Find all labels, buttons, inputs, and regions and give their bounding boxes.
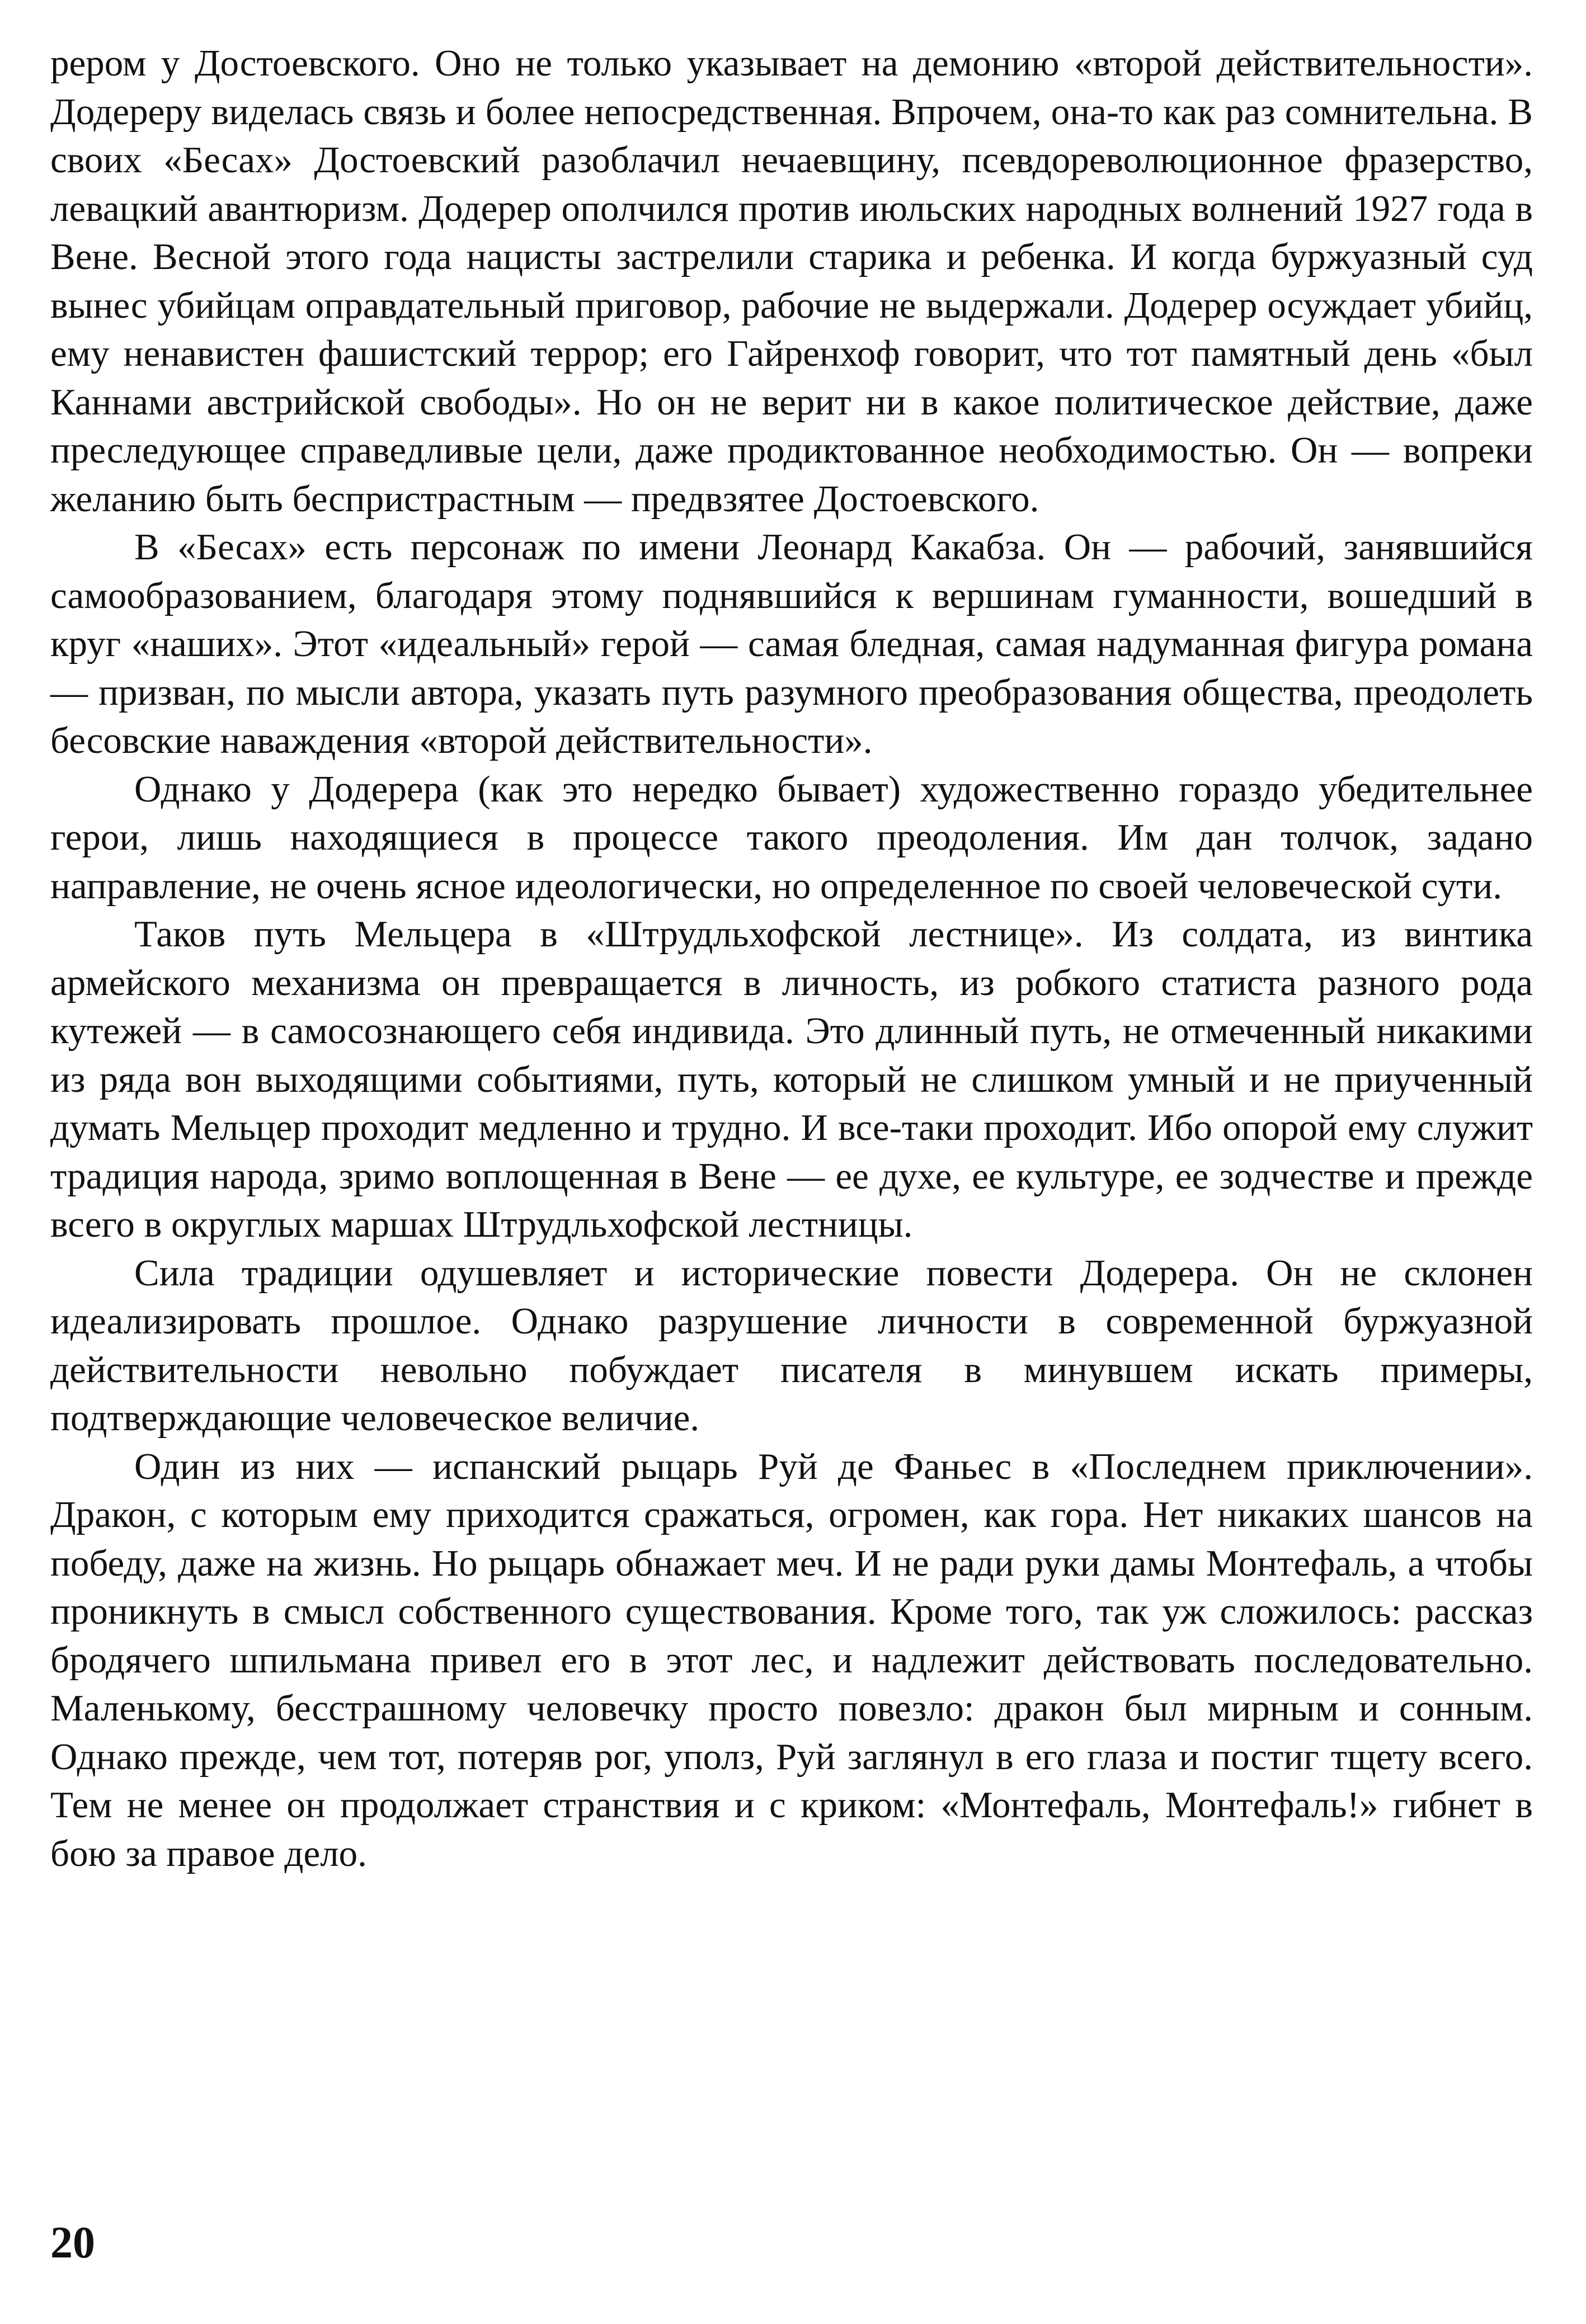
page-number: 20 <box>50 2218 95 2268</box>
paragraph-6: Один из них — испанский рыцарь Руй де Фаньес в «Последнем приключении». Дракон, с которым ему приходится сражаться, огромен, как гора. Нет никаких шансов на победу, даже на жизнь. Но рыцарь обнажает меч. И не ради руки дамы Монтефаль, а чтобы проникнуть в смысл собственного существования. Кроме того, так уж сложилось: рассказ бродячего шпильмана привел его в этот лес, и надлежит действовать последовательно. Маленькому, бесстрашному человечку просто повезло: дракон был мирным и сонным. Однако прежде, чем тот, потеряв рог, уполз, Руй заглянул в его глаза и постиг тщету всего. Тем не менее он продолжает странствия и с криком: «Монтефаль, Монтефаль!» гибнет в бою за правое дело. <box>50 1445 1533 1874</box>
paragraph-2: В «Бесах» есть персонаж по имени Леонард Какабза. Он — рабочий, занявшийся самообразованием, благодаря этому поднявшийся к вершинам гуманности, вошедший в круг «наших». Этот «идеальный» герой — самая бледная, самая надуманная фигура романа — призван, по мысли автора, указать путь разумного преобразования общества, преодолеть бесовские наваждения «второй действительности». <box>50 526 1533 761</box>
paragraph-1: рером у Достоевского. Оно не только указывает на демонию «второй действительности». Додереру виделась связь и более непосредственная. Впрочем, она-то как раз сомнительна. В своих «Бесах» Достоевский разоблачил нечаевщину, псевдореволюционное фразерство, левацкий авантюризм. Додерер ополчился против июльских народных волнений 1927 года в Вене. Весной этого года нацисты застрелили старика и ребенка. И когда буржуазный суд вынес убийцам оправдательный приговор, рабочие не выдержали. Додерер осуждает убийц, ему ненавистен фашистский террор; его Гайренхоф говорит, что тот памятный день «был Каннами австрийской свободы». Но он не верит ни в какое политическое действие, даже преследующее справедливые цели, даже продиктованное необходимостью. Он — вопреки желанию быть беспристрастным — предвзятее Достоевского. <box>50 43 1533 520</box>
page-body <box>50 39 1533 1878</box>
paragraph-3: Однако у Додерера (как это нередко бывает) художественно гораздо убедительнее герои, лишь находящиеся в процессе такого преодоления. Им дан толчок, задано направление, не очень ясное идеологически, но определенное по своей человеческой сути. <box>50 768 1533 907</box>
paragraph-4: Таков путь Мельцера в «Штрудльхофской лестнице». Из солдата, из винтика армейского механизма он превращается в личность, из робкого статиста разного рода кутежей — в самосознающего себя индивида. Это длинный путь, не отмеченный никакими из ряда вон выходящими событиями, путь, который не слишком умный и не приученный думать Мельцер проходит медленно и трудно. И все-таки проходит. Ибо опорой ему служит традиция народа, зримо воплощенная в Вене — ее духе, ее культуре, ее зодчестве и прежде всего в округлых маршах Штрудльхофской лестницы. <box>50 913 1533 1245</box>
paragraph-5: Сила традиции одушевляет и исторические повести Додерера. Он не склонен идеализировать прошлое. Однако разрушение личности в современной буржуазной действительности невольно побуждает писателя в минувшем искать примеры, подтверждающие человеческое величие. <box>50 1252 1533 1439</box>
